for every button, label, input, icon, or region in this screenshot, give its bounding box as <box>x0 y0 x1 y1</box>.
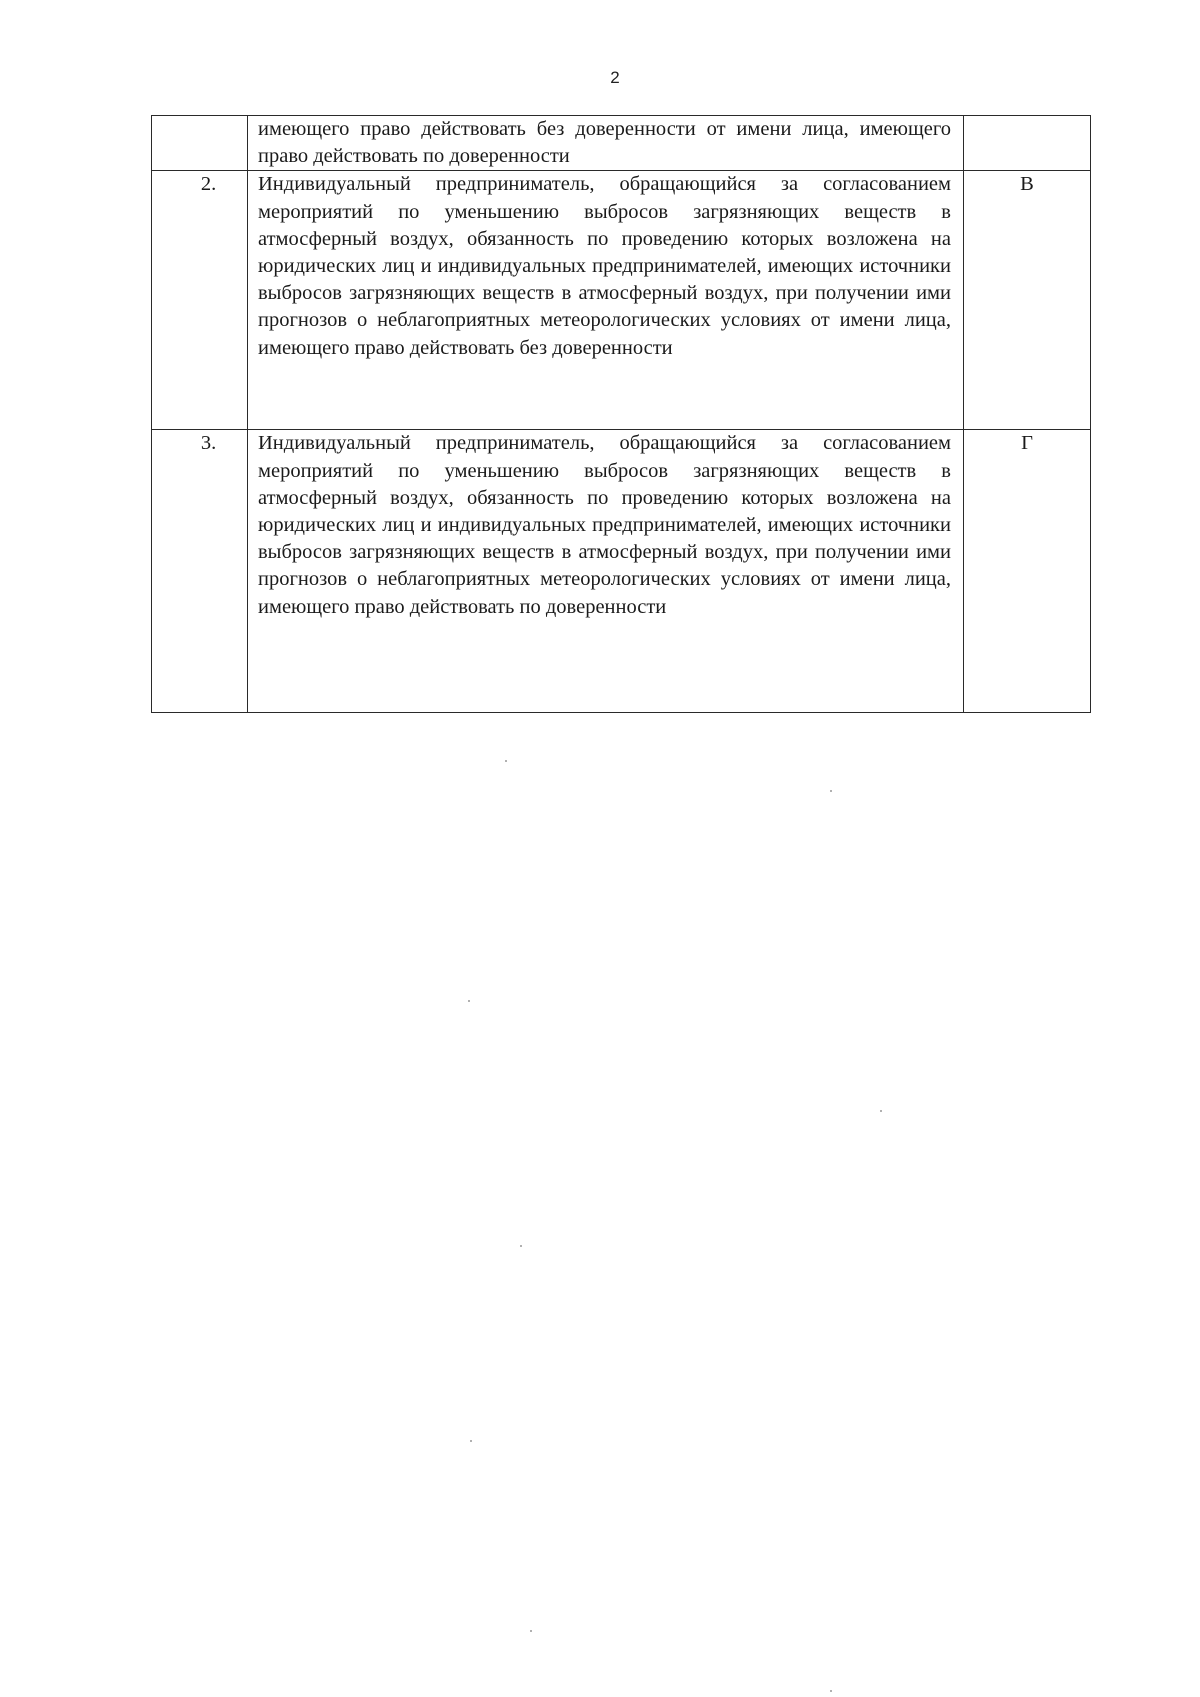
row-description: Индивидуальный предприниматель, обращающийся за согласованием мероприятий по уменьшению выбросов загрязняющих веществ в атмосферный воздух, обязанность по проведению которых возложена на юридических лиц и индивидуальных предпринимателей, имеющих источники выбросов загрязняющих веществ в атмосферный воздух, при получении ими прогнозов о неблагоприятных метеорологических условиях от имени лица, имеющего право действовать без доверенности <box>248 171 964 430</box>
scan-speck <box>468 1000 470 1002</box>
row-code <box>964 116 1091 171</box>
scan-speck <box>880 1110 882 1112</box>
scan-speck <box>830 1690 832 1692</box>
row-number-cell: 2. <box>152 171 248 430</box>
scan-speck <box>830 790 832 792</box>
table-row <box>152 430 1091 713</box>
page-number: 2 <box>610 68 620 87</box>
scan-speck <box>470 1440 472 1442</box>
scan-speck <box>505 760 507 762</box>
row-number-cell <box>152 116 248 171</box>
scan-speck <box>530 1630 532 1632</box>
row-code: В <box>964 171 1091 430</box>
row-description: имеющего право действовать без доверенности от имени лица, имеющего право действовать по доверенности <box>248 116 964 171</box>
table-row <box>152 171 1091 430</box>
row-description: Индивидуальный предприниматель, обращающийся за согласованием мероприятий по уменьшению выбросов загрязняющих веществ в атмосферный воздух, обязанность по проведению которых возложена на юридических лиц и индивидуальных предпринимателей, имеющих источники выбросов загрязняющих веществ в атмосферный воздух, при получении ими прогнозов о неблагоприятных метеорологических условиях от имени лица, имеющего право действовать по доверенности <box>248 430 964 713</box>
row-number-cell: 3. <box>152 430 248 713</box>
row-code: Г <box>964 430 1091 713</box>
scan-speck <box>520 1245 522 1247</box>
table-row <box>152 116 1091 171</box>
applicant-table <box>151 115 1091 713</box>
